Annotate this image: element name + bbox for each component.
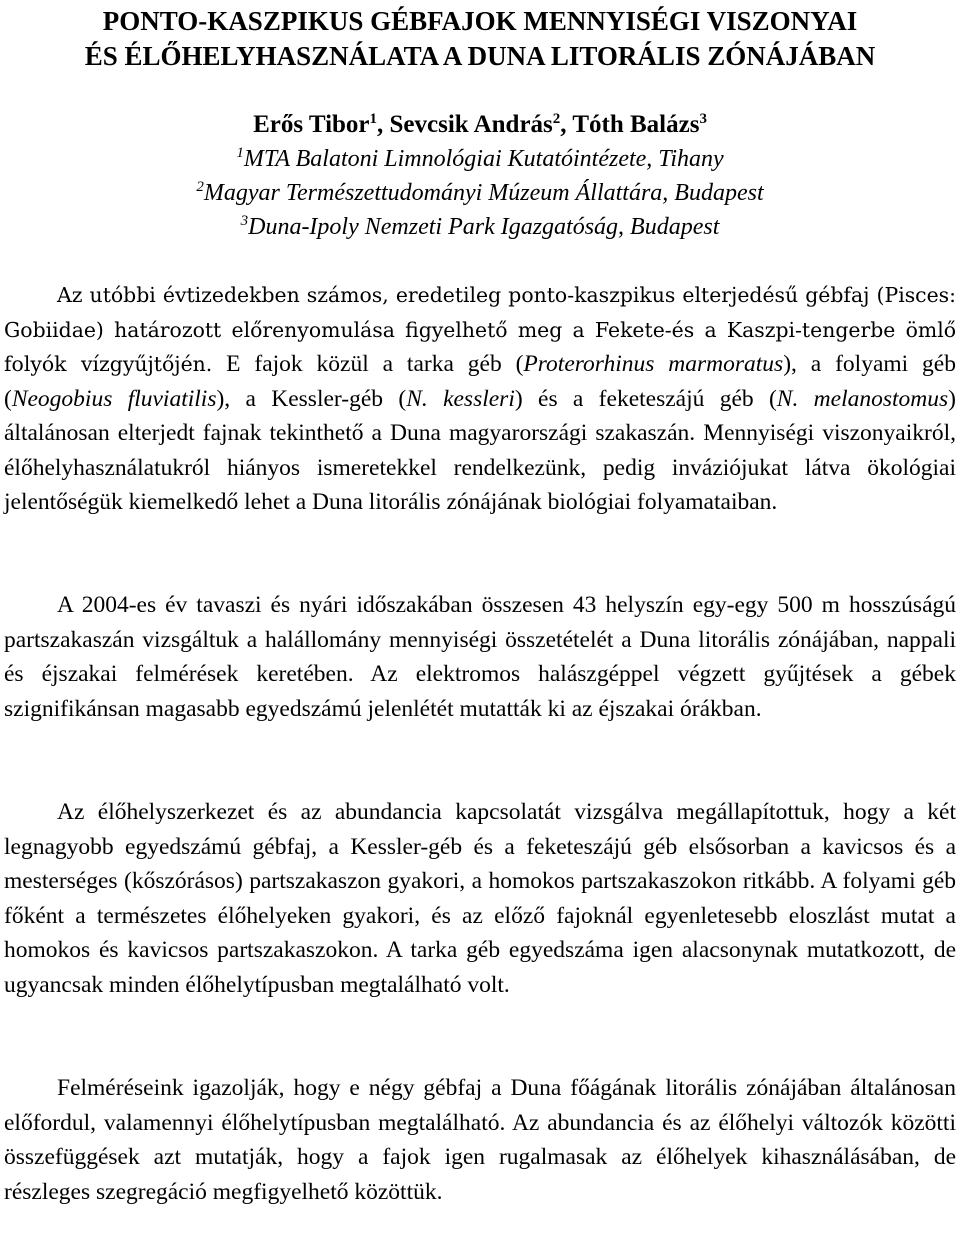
paragraph-1-sentence-1: Az utóbbi évtizedekben számos, eredetileg ponto-kaszpikus elterjedésű gébfaj (Pisces: Gobiidae) határozott előrenyomulása figyelhető meg a Fekete-és a Kaszpi-tengerbe ömlő folyók vízgyűjtőjén. <box>4 283 956 376</box>
author-separator: , <box>377 111 390 138</box>
paragraph-2-text: A 2004-es év tavaszi és nyári időszakában összesen 43 helyszín egy-egy 500 m hosszúságú partszakaszán vizsgáltuk a halállomány mennyiségi összetételét a Duna litorális zónájában, nappali és éjszakai felmérések keretében. Az elektromos halászgéppel végzett gyűjtések a gébek szignifikánsan magasabb egyedszámú jelenlétét mutatták ki az éjszakai órákban. <box>4 592 956 722</box>
author-1: Erős Tibor <box>253 111 370 138</box>
author-1-affiliation-mark: 1 <box>369 111 378 127</box>
species-name: N. melanostomus <box>776 385 949 412</box>
affiliation-text: Magyar Természettudományi Múzeum Állattára, Budapest <box>203 180 764 206</box>
species-name: N. kessleri <box>406 385 515 412</box>
text-run: E fajok közül a tarka géb ( <box>212 351 524 377</box>
author-2-affiliation-mark: 2 <box>552 111 561 127</box>
author-list <box>0 108 960 142</box>
abstract-paragraph-1 <box>4 278 956 520</box>
affiliation-2 <box>0 176 960 210</box>
affiliation-3 <box>0 210 960 244</box>
author-separator: , <box>560 111 573 138</box>
abstract-paragraph-4 <box>4 1071 956 1209</box>
author-3-affiliation-mark: 3 <box>699 111 707 127</box>
affiliation-text: MTA Balatoni Limnológiai Kutatóintézete, Tihany <box>243 146 724 172</box>
text-run: ) és a feketeszájú géb ( <box>514 385 777 412</box>
paper-title <box>0 4 960 74</box>
paragraph-3-text: Az élőhelyszerkezet és az abundancia kapcsolatát vizsgálva megállapítottuk, hogy a két legnagyobb egyedszámú gébfaj, a Kessler-géb és a feketeszájú géb elsősorban a kavicsos és a mesterséges (kőszórásos) partszakaszon gyakori, a homokos partszakaszokon ritkább. A folyami géb főként a természetes élőhelyeken gyakori, és az előző fajoknál egyenletesebb eloszlást mutat a homokos és kavicsos partszakaszokon. A tarka géb egyedszáma igen alacsonynak mutatkozott, de ugyancsak minden élőhelytípusban megtalálható volt. <box>4 799 956 998</box>
text-run: ), a Kessler-géb ( <box>216 385 407 412</box>
text-run: ) általánosan elterjedt fajnak tekinthető a Duna magyarországi szakaszán. Mennyiségi viszonyaikról, élőhelyhasználatukról hiányos ismeretekkel rendelkezünk, pedig inváziójukat látva ökológiai jelentőségük kiemelkedő lehet a Duna litorális zónájának biológiai folyamataiban. <box>4 385 956 515</box>
affiliation-text: Duna-Ipoly Nemzeti Park Igazgatóság, Budapest <box>248 214 720 240</box>
abstract-paragraph-2 <box>4 588 956 726</box>
title-line-1: PONTO-KASZPIKUS GÉBFAJOK MENNYISÉGI VISZONYAI <box>102 6 858 36</box>
affiliation-1 <box>0 142 960 176</box>
species-name: Proterorhinus marmoratus <box>523 351 784 377</box>
author-2: Sevcsik András <box>389 111 553 138</box>
text-run: ), a folyami géb ( <box>4 351 956 412</box>
species-name: Neogobius fluviatilis <box>11 385 217 412</box>
affiliation-number: 2 <box>196 179 204 195</box>
title-line-2: ÉS ÉLŐHELYHASZNÁLATA A DUNA LITORÁLIS ZÓNÁJÁBAN <box>84 41 876 71</box>
affiliation-number: 3 <box>240 213 249 229</box>
affiliation-number: 1 <box>236 145 244 161</box>
author-3: Tóth Balázs <box>572 111 700 138</box>
abstract-paragraph-3 <box>4 795 956 1002</box>
paragraph-4-text: Felméréseink igazolják, hogy e négy gébfaj a Duna főágának litorális zónájában általánosan előfordul, valamennyi élőhelytípusban megtalálható. Az abundancia és az élőhelyi változók közötti összefüggések azt mutatják, hogy a fajok igen rugalmasak az élőhelyek kihasználásában, de részleges szegregáció megfigyelhető közöttük. <box>4 1075 956 1205</box>
